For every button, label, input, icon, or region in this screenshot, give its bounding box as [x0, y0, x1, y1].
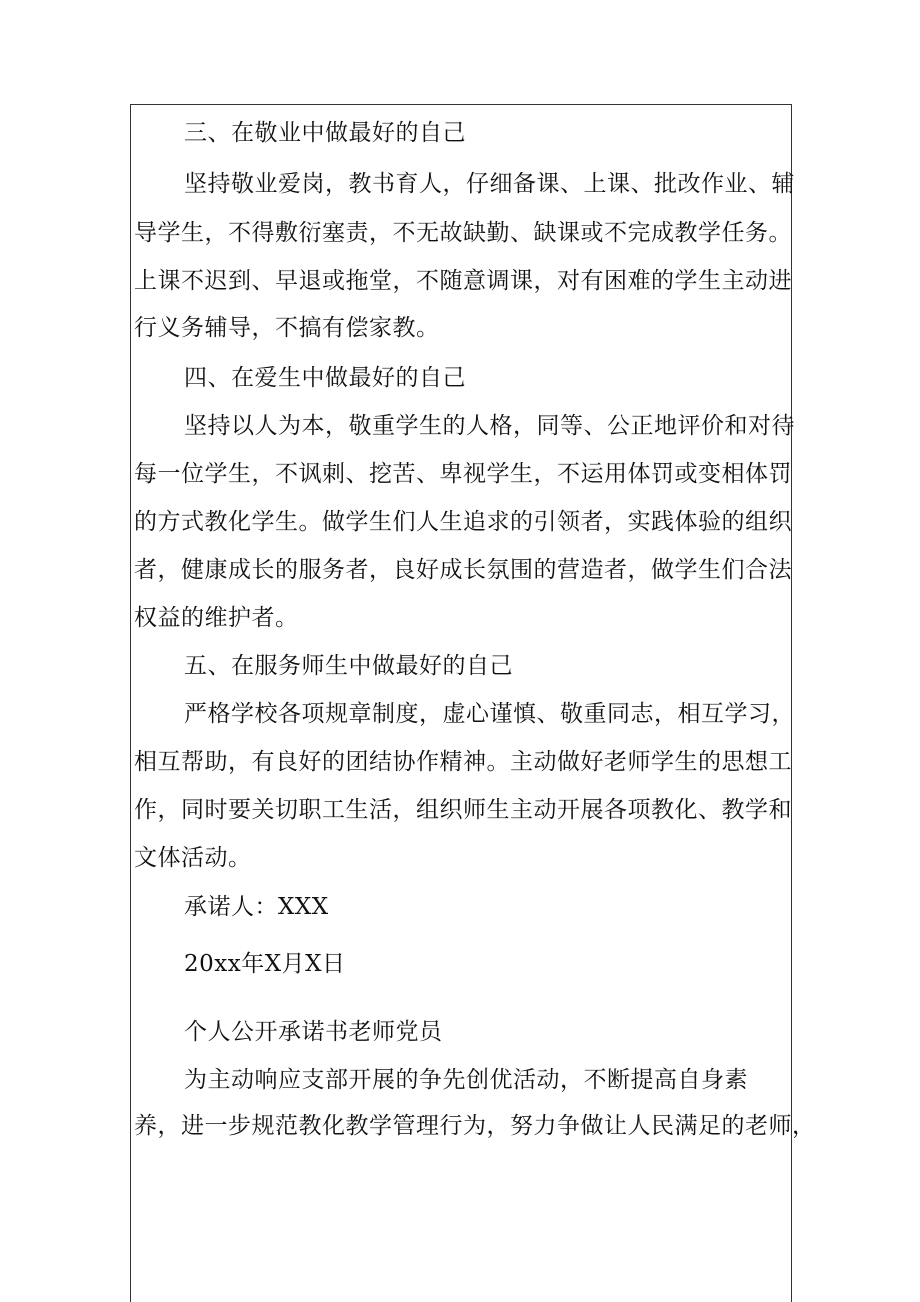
- paragraph-line: 为主动响应支部开展的争先创优活动，不断提高自身素: [184, 1067, 748, 1093]
- paragraph-line: 相互帮助，有良好的团结协作精神。主动做好老师学生的思想工: [134, 749, 792, 775]
- paragraph-line: 导学生，不得敷衍塞责，不无故缺勤、缺课或不完成教学任务。: [134, 220, 792, 246]
- paragraph-line: 的方式教化学生。做学生们人生追求的引领者，实践体验的组织: [134, 509, 792, 535]
- paragraph-line: 上课不迟到、早退或拖堂，不随意调课，对有困难的学生主动进: [134, 268, 792, 294]
- section-heading-5: 五、在服务师生中做最好的自己: [184, 653, 513, 679]
- paragraph-line: 权益的维护者。: [134, 605, 299, 631]
- paragraph-line: 养，进一步规范教化教学管理行为，努力争做让人民满足的老师，: [134, 1113, 816, 1139]
- paragraph-line: 坚持敬业爱岗，教书育人，仔细备课、上课、批改作业、辅: [184, 171, 795, 197]
- section-heading-4: 四、在爱生中做最好的自己: [184, 365, 466, 391]
- paragraph-line: 严格学校各项规章制度，虚心谨慎、敬重同志，相互学习，: [184, 701, 795, 727]
- paragraph-line: 作，同时要关切职工生活，组织师生主动开展各项教化、教学和: [134, 797, 792, 823]
- section-heading-3: 三、在敬业中做最好的自己: [184, 120, 466, 146]
- paragraph-line: 文体活动。: [134, 845, 252, 871]
- paragraph-line: 每一位学生，不讽刺、挖苦、卑视学生，不运用体罚或变相体罚: [134, 461, 792, 487]
- paragraph-line: 坚持以人为本，敬重学生的人格，同等、公正地评价和对待: [184, 413, 795, 439]
- document-title: 个人公开承诺书老师党员: [184, 1019, 443, 1045]
- date-line: 20xx年X月X日: [184, 951, 346, 977]
- paragraph-line: 行义务辅导，不搞有偿家教。: [134, 315, 440, 341]
- paragraph-line: 者，健康成长的服务者，良好成长氛围的营造者，做学生们合法: [134, 557, 792, 583]
- signatory-line: 承诺人：XXX: [184, 894, 329, 920]
